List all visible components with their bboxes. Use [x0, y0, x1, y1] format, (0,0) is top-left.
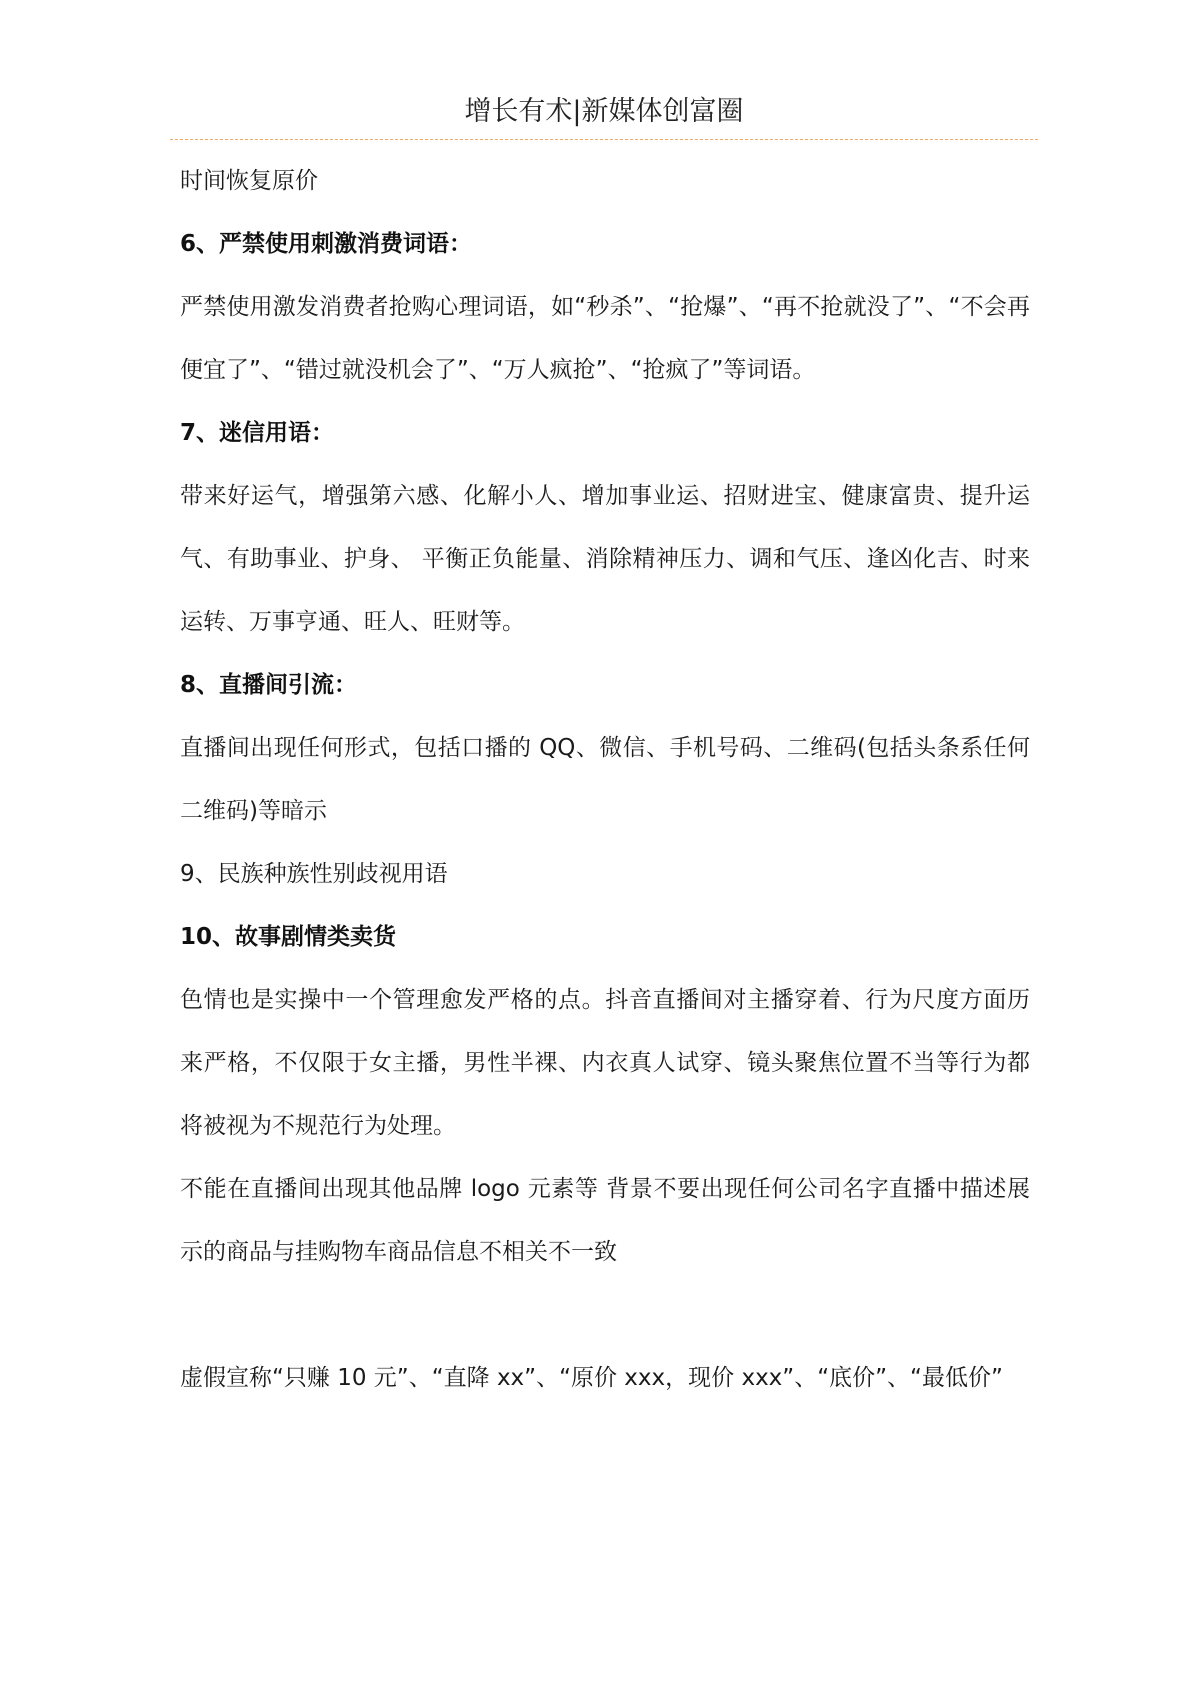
heading-7: 7、迷信用语： — [180, 420, 335, 446]
heading-9: 9、民族种族性别歧视用语 — [180, 861, 448, 887]
paragraph-10b: 不能在直播间出现其他品牌 logo 元素等 背景不要出现任何公司名字直播中描述展示的商品与挂购物车商品信息不相关不一致 — [180, 1176, 1030, 1265]
header-divider — [170, 139, 1038, 140]
heading-6: 6、严禁使用刺激消费词语： — [180, 231, 473, 257]
paragraph-8: 直播间出现任何形式，包括口播的 QQ、微信、手机号码、二维码(包括头条系任何二维码)等暗示 — [180, 735, 1030, 824]
blank-line — [180, 1284, 1030, 1347]
paragraph-10a: 色情也是实操中一个管理愈发严格的点。抖音直播间对主播穿着、行为尺度方面历来严格，不仅限于女主播，男性半裸、内衣真人试穿、镜头聚焦位置不当等行为都将被视为不规范行为处理。 — [180, 987, 1030, 1139]
heading-10: 10、故事剧情类卖货 — [180, 924, 397, 950]
paragraph-11: 虚假宣称“只赚 10 元”、“直降 xx”、“原价 xxx，现价 xxx”、“底价”、“最低价” — [180, 1365, 1003, 1391]
page-header-title: 增长有术|新媒体创富圈 — [464, 96, 744, 127]
paragraph-6: 严禁使用激发消费者抢购心理词语，如“秒杀”、“抢爆”、“再不抢就没了”、“不会再便宜了”、“错过就没机会了”、“万人疯抢”、“抢疯了”等词语。 — [180, 294, 1030, 383]
paragraph-continued: 时间恢复原价 — [180, 168, 318, 194]
paragraph-7: 带来好运气，增强第六感、化解小人、增加事业运、招财进宝、健康富贵、提升运气、有助事业、护身、 平衡正负能量、消除精神压力、调和气压、逢凶化吉、时来运转、万事亨通、旺人、旺财等。 — [180, 483, 1030, 635]
heading-8: 8、直播间引流： — [180, 672, 358, 698]
document-body — [180, 150, 1030, 1410]
